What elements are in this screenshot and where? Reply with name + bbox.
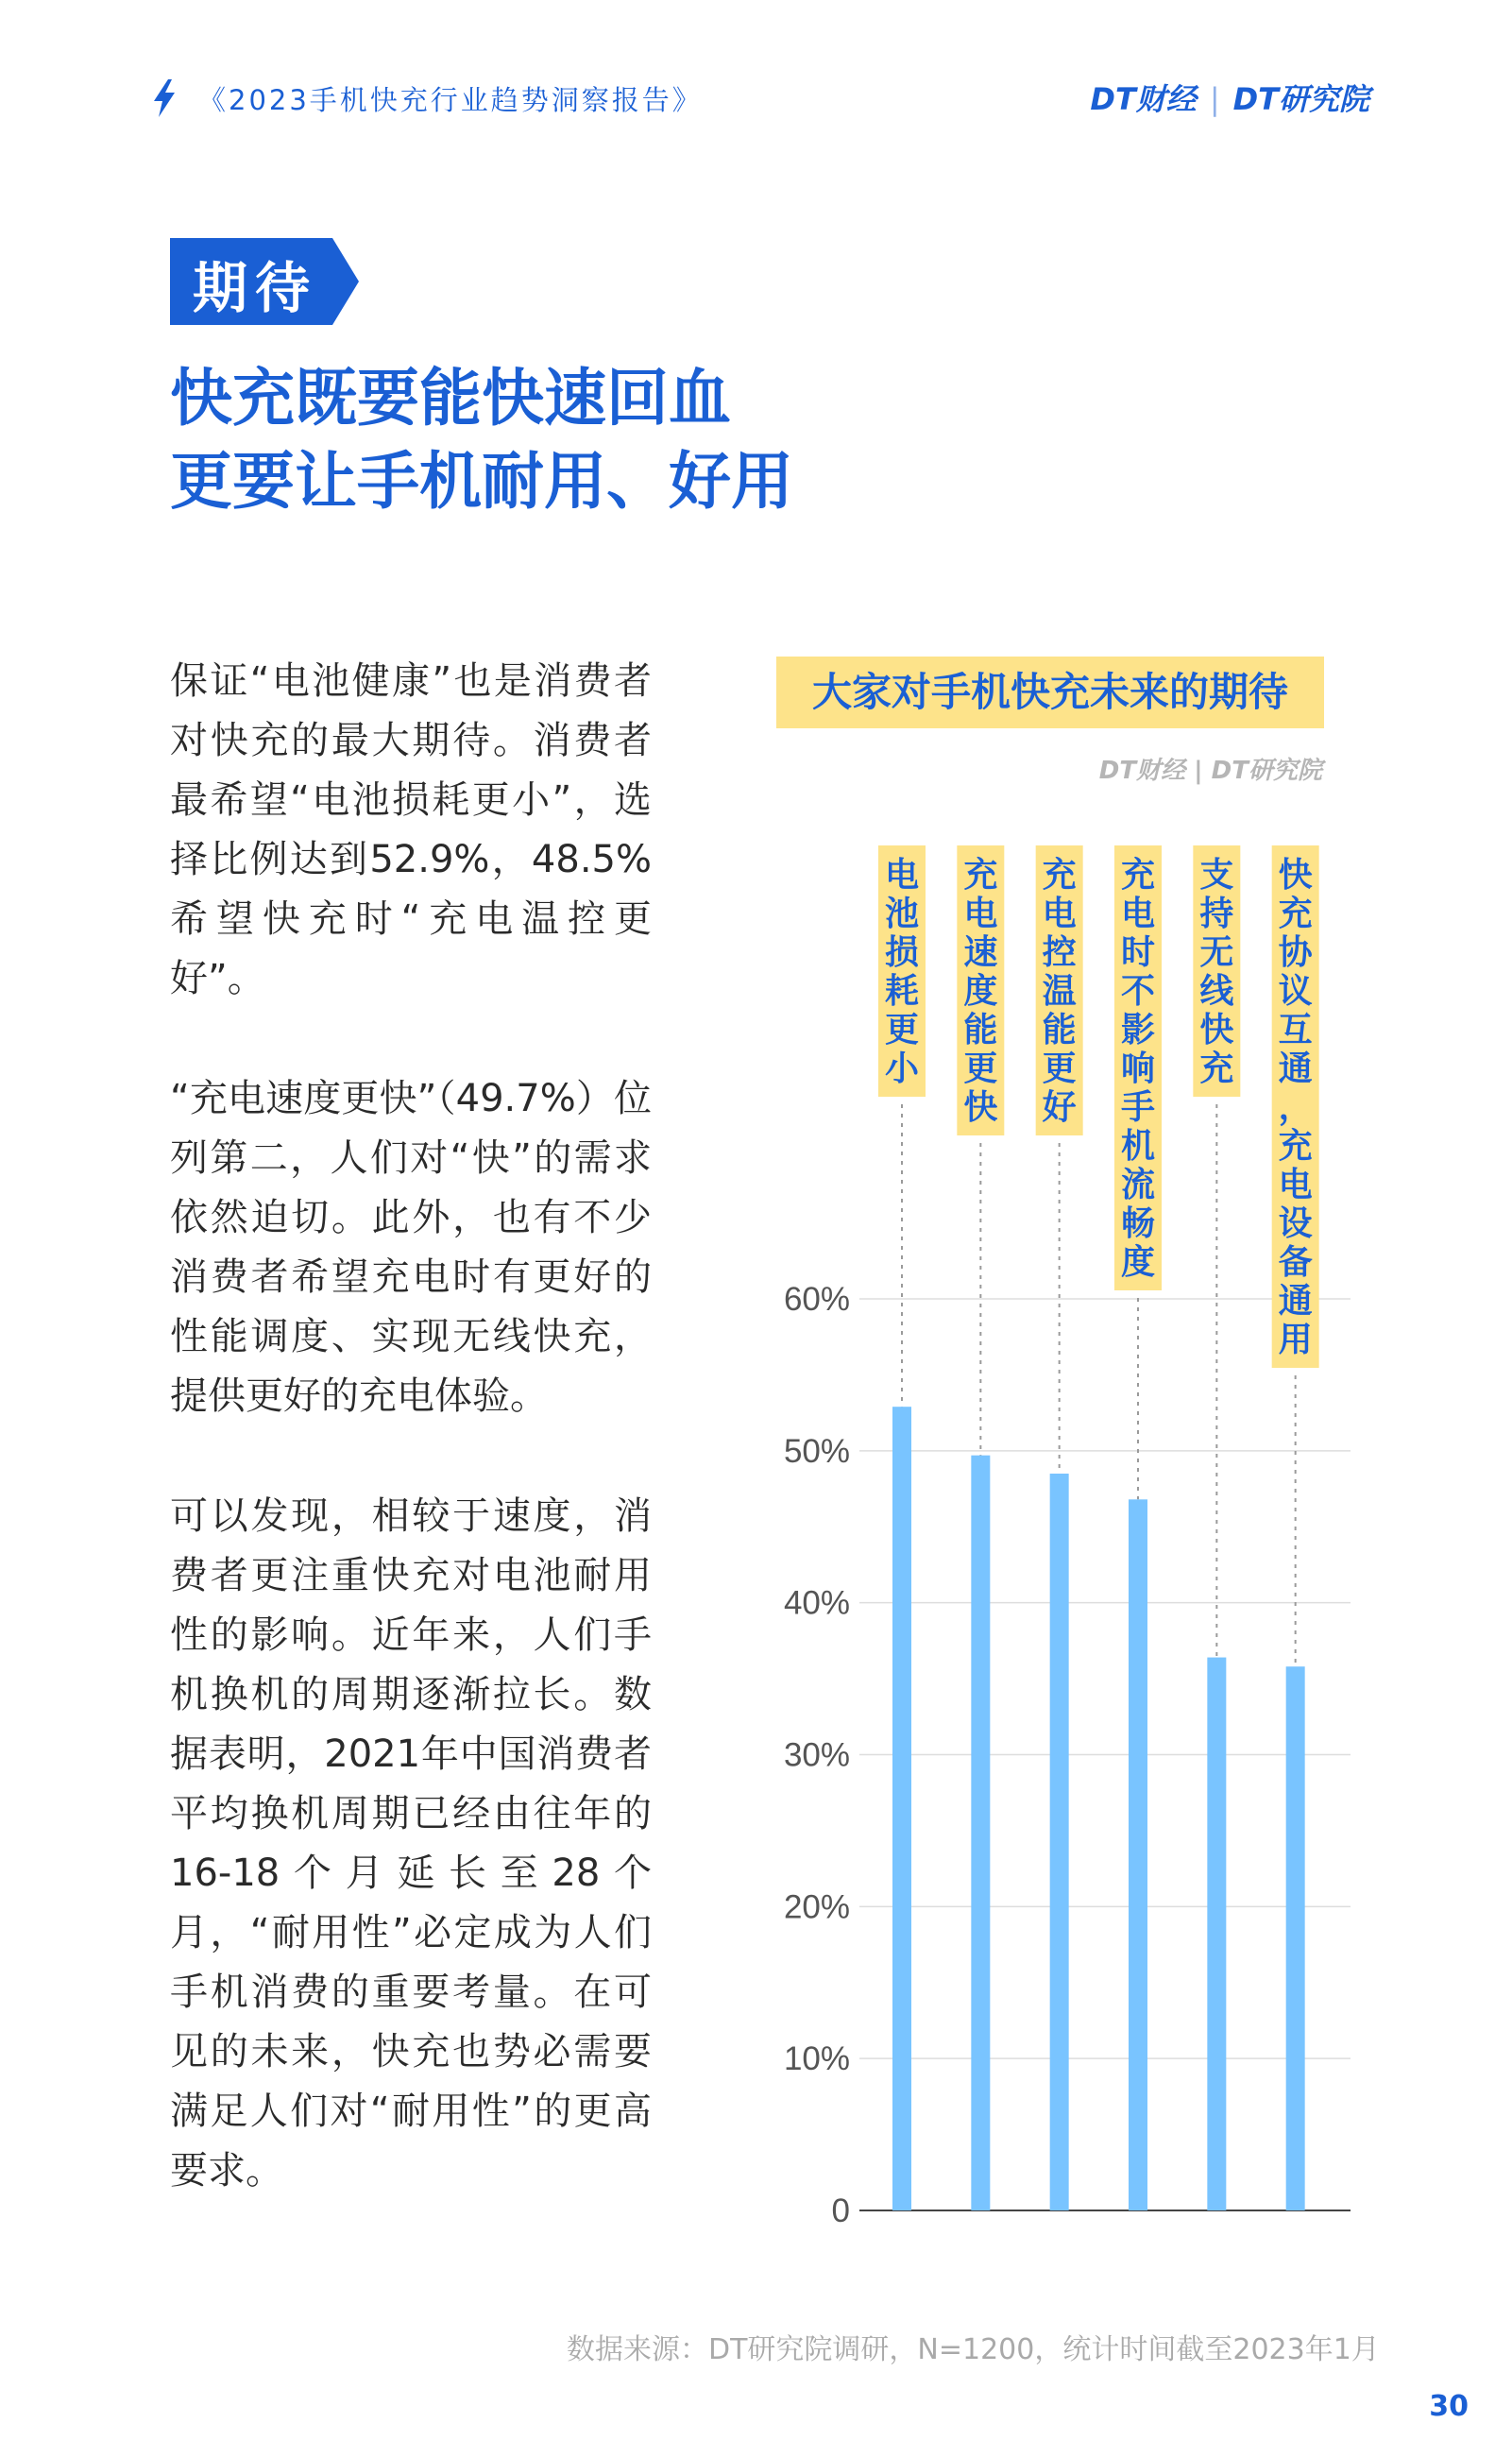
y-tick-label: 50% [783, 1432, 850, 1470]
y-tick-label: 30% [783, 1736, 850, 1774]
category-label: 快充协议互通，充电设备通用 [1278, 856, 1313, 1359]
section-tag-label: 期待 [193, 256, 318, 320]
brand-separator: | [1209, 81, 1220, 117]
chart-watermark: DT财经 | DT研究院 [1098, 757, 1322, 785]
y-tick-label: 0 [831, 2193, 850, 2229]
bar [1286, 1666, 1305, 2210]
bar-chart [756, 831, 1360, 2229]
category-label: 充电时不影响手机流畅度 [1120, 856, 1156, 1282]
bar [892, 1407, 911, 2210]
headline-line-2: 更要让手机耐用、好用 [170, 445, 793, 518]
chart-title-box [776, 657, 1324, 728]
y-tick-label: 10% [783, 2040, 850, 2078]
chart-title: 大家对手机快充未来的期待 [811, 669, 1288, 715]
brand-dt-research: DT研究院 [1232, 81, 1369, 117]
bar [971, 1456, 990, 2210]
category-label: 充电控温能更好 [1042, 856, 1077, 1127]
brand-dt-caijing: DT财经 [1090, 81, 1197, 117]
body-paragraph: “充电速度更快”（49.7%）位列第二，人们对“快”的需求依然迫切。此外，也有不少消费者希望充电时有更好的性能调度、实现无线快充，提供更好的充电体验。 [170, 1077, 652, 1418]
page-header [151, 76, 1369, 123]
bar [1050, 1474, 1069, 2210]
y-tick-label: 60% [783, 1281, 850, 1318]
lightning-icon [151, 79, 178, 117]
y-tick-label: 40% [783, 1584, 850, 1622]
category-label: 支持无线快充 [1199, 856, 1234, 1088]
bar [1129, 1499, 1147, 2210]
page-number: 30 [1429, 2390, 1469, 2423]
bar [1207, 1658, 1226, 2210]
headline-line-1: 快充既要能快速回血 [170, 362, 731, 435]
category-label: 电池损耗更小 [884, 856, 920, 1088]
report-title: 《2023手机快充行业趋势洞察报告》 [198, 84, 703, 116]
body-text [170, 652, 652, 2261]
body-paragraph: 可以发现，相较于速度，消费者更注重快充对电池耐用性的影响。近年来，人们手机换机的周期逐渐拉长。数据表明，2021年中国消费者平均换机周期已经由往年的16-18个月延长至28个月，“耐用性”必定成为人们手机消费的重要考量。在可见的未来，快充也势必需要满足人们对“耐用性”的更高要求。 [170, 1494, 652, 2193]
section-tag [170, 238, 359, 325]
y-tick-label: 20% [783, 1888, 850, 1926]
brand-logo [1090, 76, 1369, 119]
headline [170, 357, 793, 523]
category-label: 充电速度能更快 [963, 856, 998, 1127]
data-source: 数据来源：DT研究院调研，N=1200，统计时间截至2023年1月 [567, 2333, 1380, 2366]
body-paragraph: 保证“电池健康”也是消费者对快充的最大期待。消费者最希望“电池损耗更小”，选择比例达到52.9%，48.5%希望快充时“充电温控更好”。 [170, 659, 652, 1000]
